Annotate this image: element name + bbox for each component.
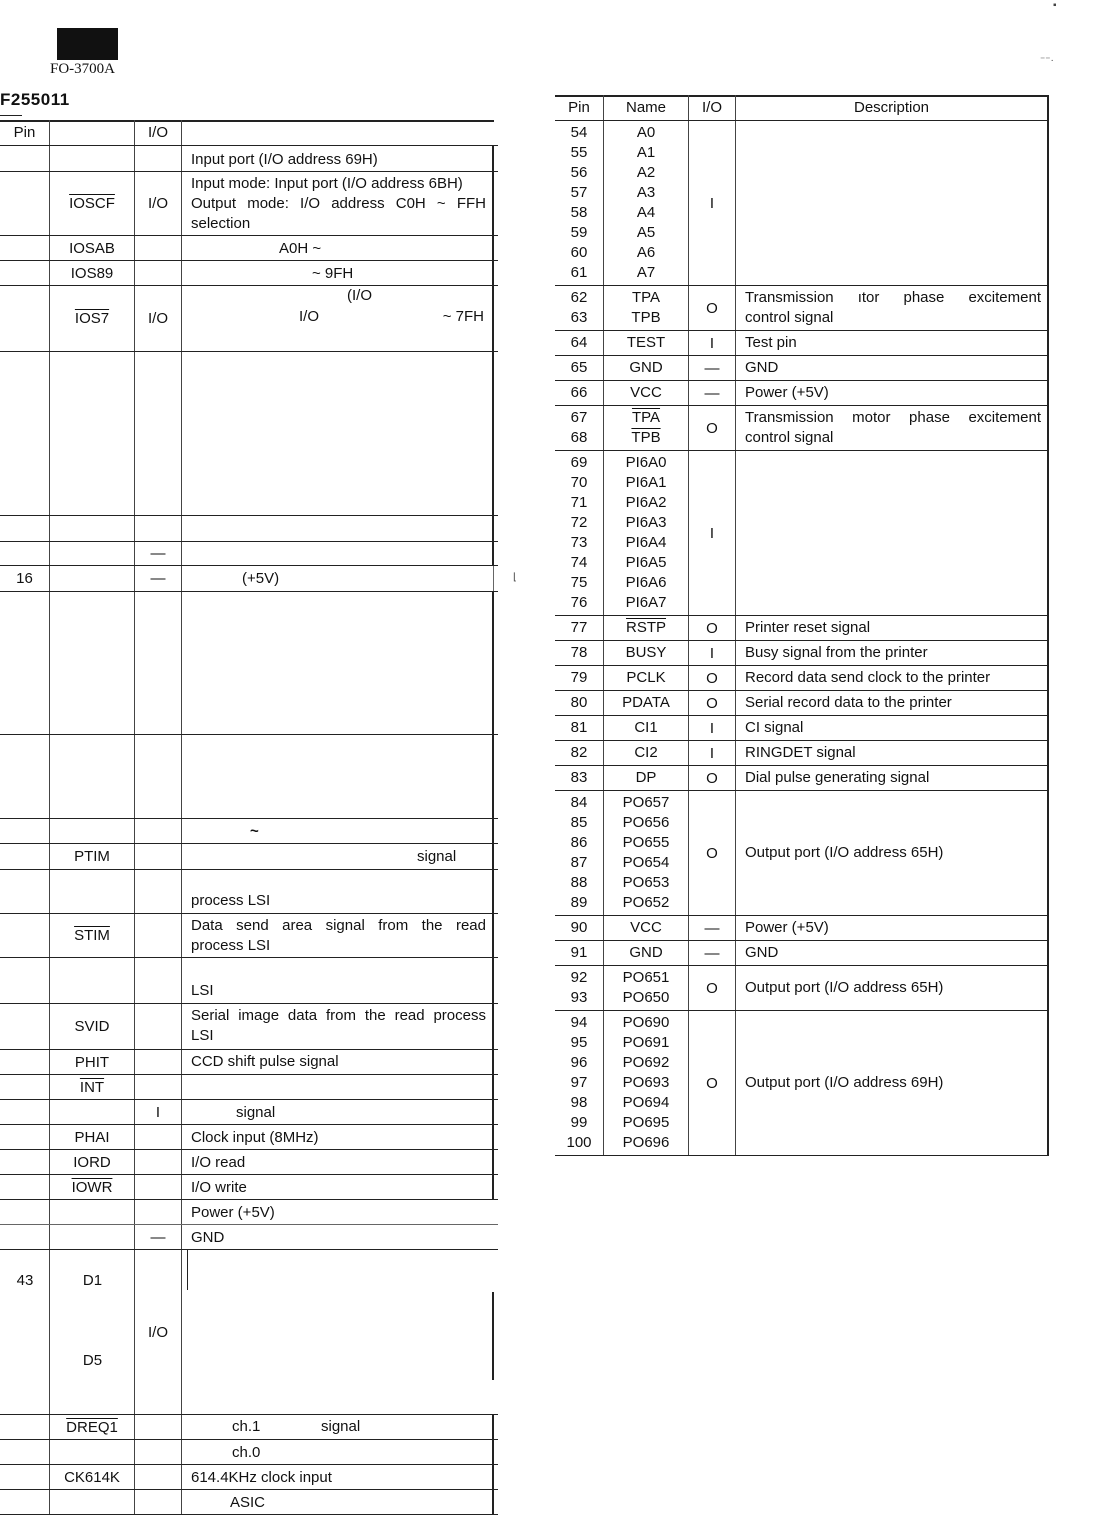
pin-name: PO696 <box>622 1134 670 1151</box>
left-table-header <box>0 120 498 146</box>
pin-name: PO695 <box>622 1114 670 1131</box>
table-row <box>555 641 1049 666</box>
pin-name: A7 <box>636 264 656 281</box>
pin-name: A2 <box>636 164 656 181</box>
description: process LSI <box>191 892 271 909</box>
description: Output port (I/O address 65H) <box>745 979 944 996</box>
pin-name: PI6A4 <box>625 534 667 551</box>
pin-number: 90 <box>570 919 588 936</box>
pin-name: TPA <box>631 289 661 306</box>
table-row <box>555 451 1049 616</box>
scan-speck: ⁻⁻· <box>1040 55 1054 66</box>
table-row <box>555 121 1049 286</box>
description: A0H ~ <box>182 236 494 260</box>
description: (I/O <box>347 287 372 304</box>
table-row <box>555 716 1049 741</box>
pin-number: 67 <box>570 409 588 426</box>
pin-number: 79 <box>570 669 588 686</box>
description: ~ <box>182 819 494 843</box>
pin-name: TEST <box>626 334 666 351</box>
pin-name: RSTP <box>625 619 666 636</box>
pin-number: 86 <box>570 834 588 851</box>
description: ~ 7FH <box>442 308 484 325</box>
pin-name: PI6A0 <box>625 454 667 471</box>
description: Input mode: Input port (I/O address 6BH) <box>191 175 463 192</box>
pin-name: PO650 <box>622 989 670 1006</box>
io-type: — <box>689 941 736 965</box>
pin-number: 99 <box>570 1114 588 1131</box>
pin-name: $\overline{TPB}$ <box>631 429 661 446</box>
pin-number: 62 <box>570 289 588 306</box>
description: Test pin <box>745 334 797 351</box>
description: Transmission motor phase excitement <box>745 409 1041 426</box>
io-type: — <box>689 356 736 380</box>
pin-number: 89 <box>570 894 588 911</box>
pin-name: PO694 <box>622 1094 670 1111</box>
io-type: I <box>689 451 736 615</box>
description: LSI <box>191 1027 214 1044</box>
description: GND <box>745 944 779 961</box>
io-type: I/O <box>135 172 182 235</box>
pin-name: PO656 <box>622 814 670 831</box>
table-row <box>0 146 498 172</box>
description: Output port (I/O address 65H) <box>745 844 944 861</box>
description: process LSI <box>191 937 271 954</box>
pin-name: IOWR <box>71 1178 113 1196</box>
table-row <box>555 791 1049 916</box>
pin-name: CI2 <box>634 744 658 761</box>
description: GND <box>745 359 779 376</box>
pin-name: A5 <box>636 224 656 241</box>
table-row <box>0 236 498 261</box>
description: ASIC <box>182 1490 494 1514</box>
pin-name: PHAI <box>50 1125 135 1149</box>
description: signal <box>182 844 494 869</box>
description: Clock input (8MHz) <box>182 1125 494 1149</box>
pin-number: 78 <box>570 644 588 661</box>
io-type: O <box>689 666 736 690</box>
table-row <box>0 352 498 516</box>
description: LSI <box>191 982 214 999</box>
table-row <box>555 331 1049 356</box>
table-row <box>0 819 498 844</box>
table-row <box>0 592 498 735</box>
pin-name: VCC <box>630 384 662 401</box>
pin-name: PI6A2 <box>625 494 667 511</box>
pin-name: TPB <box>631 309 661 326</box>
description: signal <box>182 1100 494 1124</box>
pin-name: PO690 <box>622 1014 670 1031</box>
table-row <box>555 1011 1049 1156</box>
table-row <box>0 958 498 1004</box>
table-row <box>0 870 498 914</box>
pin-name: PO652 <box>622 894 670 911</box>
description: control signal <box>745 429 834 446</box>
pin-number: 56 <box>570 164 588 181</box>
pin-number: 75 <box>570 574 588 591</box>
pin-number: 68 <box>570 429 588 446</box>
pin-number: 55 <box>570 144 588 161</box>
pin-number: 96 <box>570 1054 588 1071</box>
pin-name: IOS7 <box>74 310 110 327</box>
description: Power (+5V) <box>745 384 829 401</box>
pin-number: 54 <box>570 124 588 141</box>
table-row <box>0 1125 498 1150</box>
pin-number: 77 <box>570 619 588 636</box>
io-type: I <box>689 121 736 285</box>
scan-speck: ⌊ <box>513 572 517 583</box>
pin-number: 72 <box>570 514 588 531</box>
manufacturer-logo-block <box>57 28 118 60</box>
table-row <box>0 735 498 819</box>
pin-name: PO691 <box>622 1034 670 1051</box>
table-row <box>0 1200 498 1225</box>
table-row <box>555 916 1049 941</box>
io-type: O <box>689 691 736 715</box>
io-type: O <box>689 406 736 450</box>
pin-header: Pin <box>0 120 50 145</box>
description: Output port (I/O address 69H) <box>745 1074 944 1091</box>
pin-number: 98 <box>570 1094 588 1111</box>
table-row <box>0 172 498 236</box>
pin-number: 58 <box>570 204 588 221</box>
table-row <box>555 766 1049 791</box>
table-row <box>555 941 1049 966</box>
pin-number: 81 <box>570 719 588 736</box>
description: ~ 9FH <box>182 261 494 285</box>
io-type: I/O <box>135 1250 182 1414</box>
pin-number: 87 <box>570 854 588 871</box>
description: (+5V) <box>182 566 494 591</box>
table-row <box>555 666 1049 691</box>
pin-number: 74 <box>570 554 588 571</box>
io-type: O <box>689 966 736 1010</box>
pin-name: PI6A7 <box>625 594 667 611</box>
pin-number: 71 <box>570 494 588 511</box>
pin-number: 60 <box>570 244 588 261</box>
description: Output mode: I/O address C0H ~ FFH <box>191 195 486 212</box>
description: Printer reset signal <box>745 619 871 636</box>
pin-name: DREQ1 <box>66 1418 118 1436</box>
description: I/O <box>299 308 320 325</box>
description: CCD shift pulse signal <box>182 1050 494 1074</box>
table-row <box>0 1465 498 1490</box>
pin-name: IORD <box>73 1153 111 1171</box>
io-header: I/O <box>689 95 736 120</box>
pin-name: D5 <box>82 1352 103 1369</box>
description: Busy signal from the printer <box>745 644 928 661</box>
pin-name: A3 <box>636 184 656 201</box>
table-row <box>0 1440 498 1465</box>
pin-name: PO654 <box>622 854 670 871</box>
description: ch.0 <box>182 1440 494 1464</box>
description: 614.4KHz clock input <box>182 1465 494 1489</box>
table-row <box>0 1225 498 1250</box>
description: I/O write <box>182 1175 494 1199</box>
pin-number: 94 <box>570 1014 588 1031</box>
pin-number: 43 <box>16 1272 34 1289</box>
pin-number: 83 <box>570 769 588 786</box>
pin-number: 16 <box>0 566 50 591</box>
io-type: I <box>689 716 736 740</box>
table-row <box>555 616 1049 641</box>
table-row <box>555 691 1049 716</box>
table-row <box>0 516 498 542</box>
pin-number: 95 <box>570 1034 588 1051</box>
pin-number: 57 <box>570 184 588 201</box>
description-header <box>182 120 494 145</box>
table-row <box>0 1490 498 1515</box>
pin-number: 82 <box>570 744 588 761</box>
io-type: — <box>135 566 182 591</box>
description: signal <box>321 1418 361 1435</box>
table-row <box>0 1415 498 1440</box>
table-row <box>0 1075 498 1100</box>
document-code: F255011 <box>0 90 70 109</box>
table-row <box>0 566 498 592</box>
table-row <box>555 966 1049 1011</box>
pin-number: 93 <box>570 989 588 1006</box>
table-row <box>555 356 1049 381</box>
description: Data send area signal from the read <box>191 917 486 934</box>
pin-name: CK614K <box>50 1465 135 1489</box>
table-row <box>0 1050 498 1075</box>
pin-number: 59 <box>570 224 588 241</box>
description: Serial image data from the read process <box>191 1007 486 1024</box>
pin-number: 69 <box>570 454 588 471</box>
pin-name: IOSAB <box>50 236 135 260</box>
table-row <box>555 741 1049 766</box>
io-type: I <box>135 1100 182 1124</box>
table-row <box>0 1250 498 1415</box>
pin-number: 88 <box>570 874 588 891</box>
table-row <box>555 286 1049 331</box>
pin-name: PTIM <box>50 844 135 869</box>
pin-name: GND <box>629 359 663 376</box>
table-row <box>555 381 1049 406</box>
name-header <box>50 120 135 145</box>
io-type: O <box>689 791 736 915</box>
pin-name: BUSY <box>625 644 667 661</box>
table-row <box>0 261 498 286</box>
pin-name: $\overline{TPA}$ <box>631 409 661 426</box>
description: Power (+5V) <box>191 1203 275 1221</box>
right-table-header <box>555 95 1049 121</box>
description: selection <box>191 215 251 232</box>
io-type: O <box>689 286 736 330</box>
pin-number: 76 <box>570 594 588 611</box>
pin-name: D1 <box>82 1272 103 1289</box>
pin-number: 66 <box>570 384 588 401</box>
pin-number: 61 <box>570 264 588 281</box>
io-type: — <box>135 1225 182 1249</box>
table-row <box>0 542 498 566</box>
description: Record data send clock to the printer <box>745 669 991 686</box>
scan-speck: ▪ <box>1053 0 1057 11</box>
pin-name: PCLK <box>626 669 666 686</box>
pin-name: PO693 <box>622 1074 670 1091</box>
pin-name: A6 <box>636 244 656 261</box>
pin-name: IOS89 <box>50 261 135 285</box>
pin-name: DP <box>635 769 657 786</box>
pin-name: PO651 <box>622 969 670 986</box>
pin-number: 84 <box>570 794 588 811</box>
pin-name: PI6A5 <box>625 554 667 571</box>
pin-number: 100 <box>566 1134 592 1151</box>
pin-name: PDATA <box>622 694 670 711</box>
description: ch.1 <box>232 1418 261 1435</box>
description-header: Description <box>736 95 1049 120</box>
pin-number: 92 <box>570 969 588 986</box>
table-row <box>0 286 498 352</box>
table-row <box>555 406 1049 451</box>
pin-number: 63 <box>570 309 588 326</box>
io-header: I/O <box>135 120 182 145</box>
model-number: FO-3700A <box>50 61 116 77</box>
pin-name: STIM <box>74 927 110 944</box>
pin-number: 91 <box>570 944 588 961</box>
io-type: — <box>689 381 736 405</box>
table-row <box>0 914 498 958</box>
pin-name: PO655 <box>622 834 670 851</box>
io-type: I <box>689 331 736 355</box>
pin-name: PO657 <box>622 794 670 811</box>
pin-name: VCC <box>630 919 662 936</box>
io-type: I <box>689 641 736 665</box>
table-row <box>0 1175 498 1200</box>
pin-name: PI6A1 <box>625 474 667 491</box>
description: CI signal <box>745 719 804 736</box>
description: control signal <box>745 309 834 326</box>
table-row <box>0 844 498 870</box>
pin-header: Pin <box>555 95 604 120</box>
pin-name: PHIT <box>50 1050 135 1074</box>
pin-name: IOSCF <box>69 195 115 212</box>
name-header: Name <box>604 95 689 120</box>
description: Serial record data to the printer <box>745 694 952 711</box>
io-type: — <box>135 542 182 565</box>
table-row <box>0 1100 498 1125</box>
description: Transmission ıtor phase excitement <box>745 289 1041 306</box>
pin-number: 97 <box>570 1074 588 1091</box>
pin-name: A1 <box>636 144 656 161</box>
pin-name: PO653 <box>622 874 670 891</box>
io-type: O <box>689 1011 736 1155</box>
pin-name: A4 <box>636 204 656 221</box>
description: Dial pulse generating signal <box>745 769 930 786</box>
pin-name: A0 <box>636 124 656 141</box>
pin-number: 65 <box>570 359 588 376</box>
pin-number: 73 <box>570 534 588 551</box>
pin-name: PO692 <box>622 1054 670 1071</box>
io-type: I/O <box>135 286 182 351</box>
io-type: — <box>689 916 736 940</box>
table-row <box>0 1004 498 1050</box>
description: GND <box>191 1228 225 1246</box>
io-type: O <box>689 766 736 790</box>
pin-number: 70 <box>570 474 588 491</box>
description: Power (+5V) <box>745 919 829 936</box>
description: Input port (I/O address 69H) <box>182 146 494 171</box>
io-type: O <box>689 616 736 640</box>
pin-name: SVID <box>50 1004 135 1049</box>
io-type: I <box>689 741 736 765</box>
pin-name: PI6A3 <box>625 514 667 531</box>
pin-number: 80 <box>570 694 588 711</box>
description: RINGDET signal <box>745 744 856 761</box>
pin-name: $\overline{INT}$ <box>79 1078 105 1096</box>
pin-number: 85 <box>570 814 588 831</box>
pin-name: GND <box>629 944 663 961</box>
pin-name: CI1 <box>634 719 658 736</box>
table-row <box>0 1150 498 1175</box>
pin-name: PI6A6 <box>625 574 667 591</box>
description: I/O read <box>182 1150 494 1174</box>
pin-number: 64 <box>570 334 588 351</box>
